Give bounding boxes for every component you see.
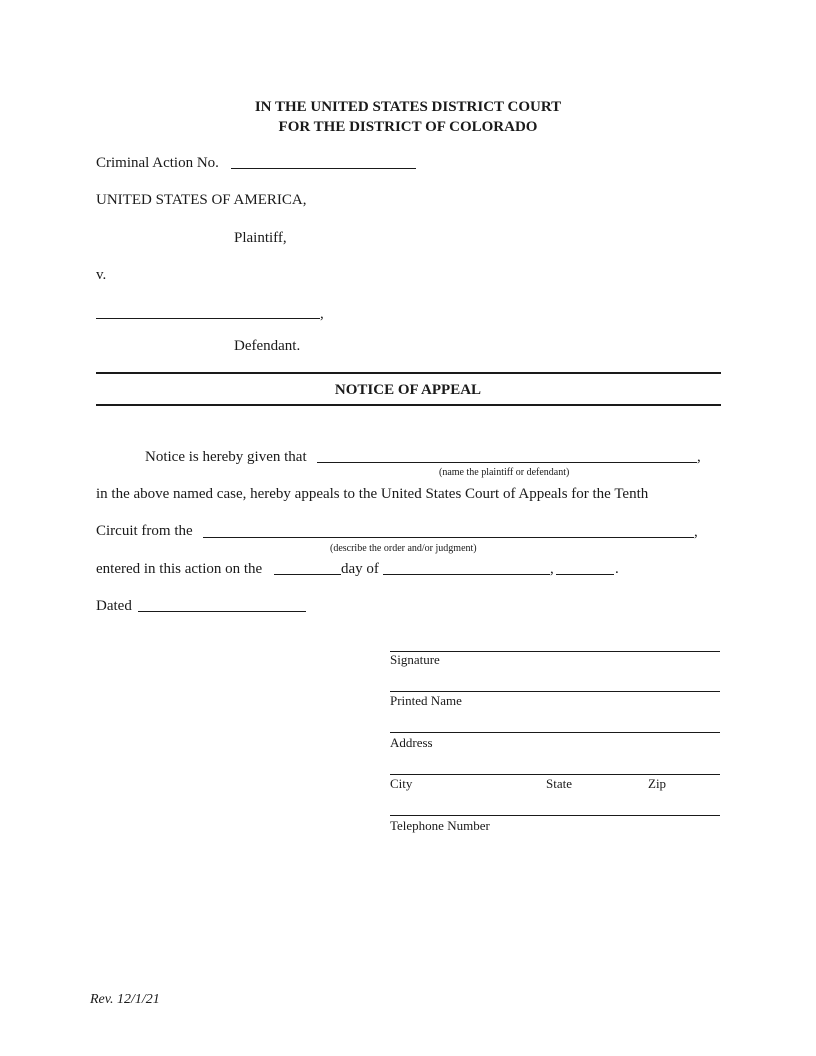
appellant-comma: , bbox=[697, 449, 701, 465]
entry-comma: , bbox=[550, 561, 554, 577]
criminal-action-number-field[interactable] bbox=[231, 168, 416, 169]
revision-date: Rev. 12/1/21 bbox=[90, 992, 160, 1007]
address-field[interactable] bbox=[390, 732, 720, 733]
printed-name-label: Printed Name bbox=[390, 693, 462, 708]
order-description-hint: (describe the order and/or judgment) bbox=[330, 543, 477, 554]
city-label: City bbox=[390, 776, 413, 791]
zip-label: Zip bbox=[648, 776, 667, 791]
court-heading-line2: FOR THE DISTRICT OF COLORADO bbox=[278, 119, 538, 135]
day-of-label: day of bbox=[341, 561, 379, 577]
city-state-zip-field[interactable] bbox=[390, 774, 720, 775]
appellant-name-hint: (name the plaintiff or defendant) bbox=[439, 467, 570, 478]
order-description-field[interactable] bbox=[203, 537, 694, 538]
telephone-field[interactable] bbox=[390, 815, 720, 816]
notice-prefix: Notice is hereby given that bbox=[145, 449, 307, 465]
state-label: State bbox=[546, 776, 572, 791]
signature-label: Signature bbox=[390, 652, 440, 667]
circuit-prefix: Circuit from the bbox=[96, 523, 193, 539]
defendant-role: Defendant. bbox=[234, 338, 301, 354]
dated-field[interactable] bbox=[138, 611, 306, 612]
defendant-comma: , bbox=[320, 306, 324, 322]
order-comma: , bbox=[694, 524, 698, 540]
dated-label: Dated bbox=[96, 598, 132, 614]
entry-month-field[interactable] bbox=[383, 574, 550, 575]
court-heading-line1: IN THE UNITED STATES DISTRICT COURT bbox=[254, 99, 562, 115]
defendant-name-field[interactable] bbox=[96, 318, 320, 319]
printed-name-field[interactable] bbox=[390, 691, 720, 692]
entry-year-field[interactable] bbox=[556, 574, 614, 575]
plaintiff-name: UNITED STATES OF AMERICA, bbox=[96, 192, 307, 208]
plaintiff-role: Plaintiff, bbox=[234, 230, 287, 246]
entered-prefix: entered in this action on the bbox=[96, 561, 263, 577]
versus: v. bbox=[96, 267, 107, 283]
title-top-rule bbox=[96, 372, 721, 374]
address-label: Address bbox=[390, 735, 433, 750]
entry-period: . bbox=[615, 561, 619, 577]
document-title: NOTICE OF APPEAL bbox=[334, 382, 482, 398]
criminal-action-label: Criminal Action No. bbox=[96, 155, 219, 171]
appeal-statement: in the above named case, hereby appeals to the United States Court of Appeals for the Tenth bbox=[96, 486, 649, 502]
title-bottom-rule bbox=[96, 404, 721, 406]
appellant-name-field[interactable] bbox=[317, 462, 697, 463]
entry-day-field[interactable] bbox=[274, 574, 341, 575]
telephone-label: Telephone Number bbox=[390, 818, 490, 833]
